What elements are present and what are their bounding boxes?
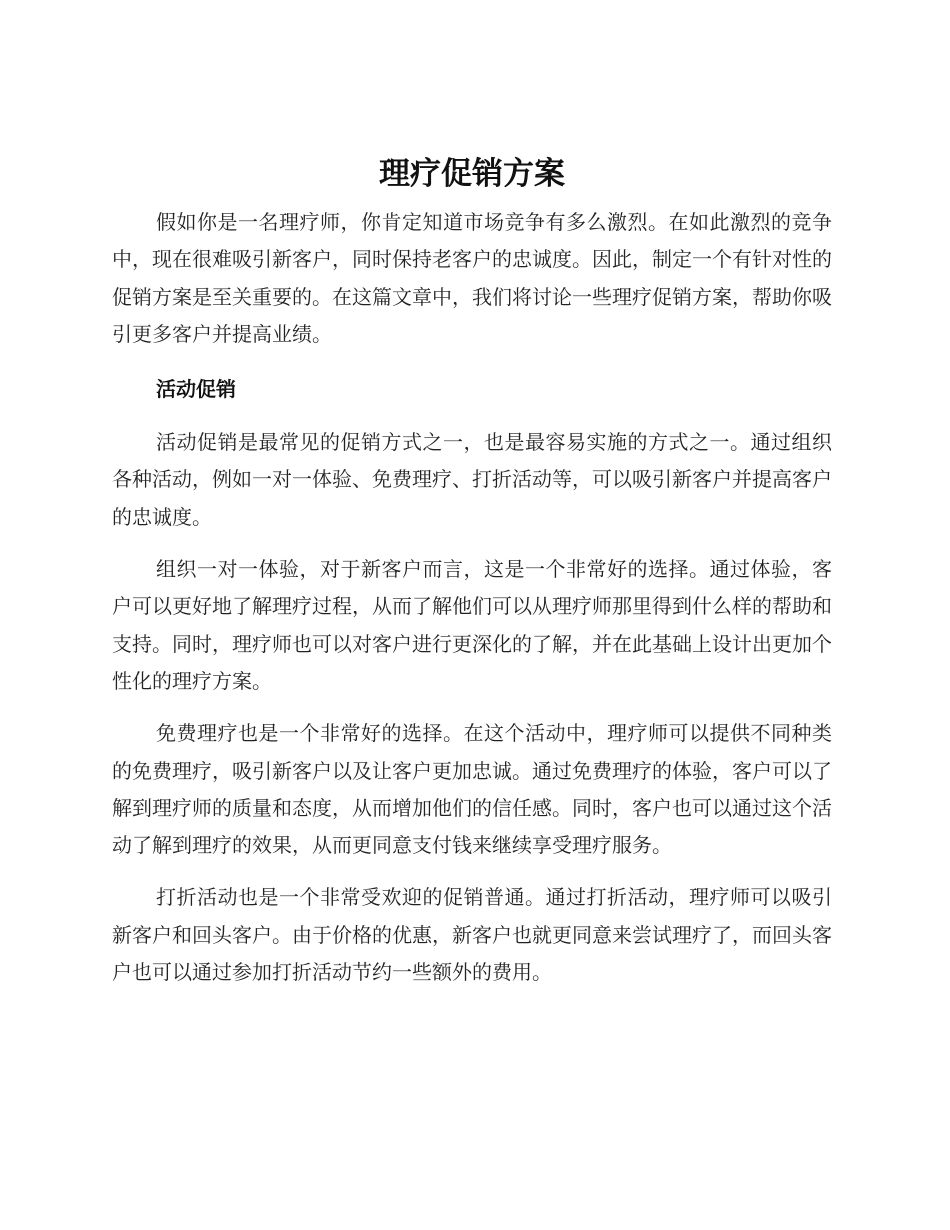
body-paragraph: 打折活动也是一个非常受欢迎的促销普通。通过打折活动，理疗师可以吸引新客户和回头客户。由于价格的优惠，新客户也就更同意来尝试理疗了，而回头客户也可以通过参加打折活动节约一些额外的费用。 [112, 885, 832, 985]
document-title: 理疗促销方案 [379, 156, 565, 192]
body-paragraph: 免费理疗也是一个非常好的选择。在这个活动中，理疗师可以提供不同种类的免费理疗，吸引新客户以及让客户更加忠诚。通过免费理疗的体验，客户可以了解到理疗师的质量和态度，从而增加他们的信任感。同时，客户也可以通过这个活动了解到理疗的效果，从而更同意支付钱来继续享受理疗服务。 [112, 721, 832, 858]
section-heading: 活动促销 [156, 377, 236, 402]
body-paragraph: 组织一对一体验，对于新客户而言，这是一个非常好的选择。通过体验，客户可以更好地了解理疗过程，从而了解他们可以从理疗师那里得到什么样的帮助和支持。同时，理疗师也可以对客户进行更深化的了解，并在此基础上设计出更加个性化的理疗方案。 [112, 557, 832, 693]
body-paragraph: 活动促销是最常见的促销方式之一，也是最容易实施的方式之一。通过组织各种活动，例如一对一体验、免费理疗、打折活动等，可以吸引新客户并提高客户的忠诚度。 [112, 430, 832, 529]
intro-paragraph: 假如你是一名理疗师，你肯定知道市场竞争有多么激烈。在如此激烈的竞争中，现在很难吸引新客户，同时保持老客户的忠诚度。因此，制定一个有针对性的促销方案是至关重要的。在这篇文章中，我们将讨论一些理疗促销方案，帮助你吸引更多客户并提高业绩。 [112, 210, 832, 346]
document-body [112, 148, 832, 991]
